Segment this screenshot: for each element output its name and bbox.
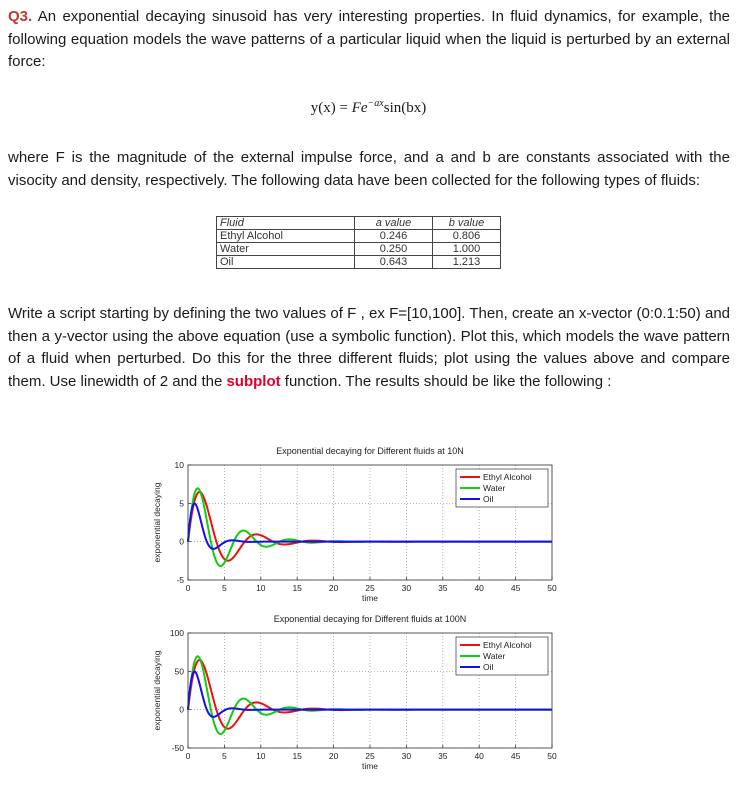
y-tick-label: 0 <box>179 536 184 547</box>
x-tick-label: 35 <box>438 583 448 593</box>
table-cell: 1.213 <box>433 256 501 269</box>
chart-title: Exponential decaying for Different fluids at 100N <box>273 614 467 624</box>
y-axis-label: exponential decaying <box>152 650 162 731</box>
table-cell: 0.806 <box>433 230 501 243</box>
x-tick-label: 40 <box>474 583 484 593</box>
subplot-panel <box>152 446 557 603</box>
x-tick-label: 45 <box>510 751 521 761</box>
legend-entry: Water <box>483 483 506 493</box>
y-tick-label: 50 <box>174 666 184 677</box>
x-tick-label: 5 <box>222 751 227 761</box>
x-tick-label: 10 <box>256 583 266 593</box>
table-header: Fluid <box>217 217 355 230</box>
legend-entry: Oil <box>483 662 494 672</box>
question-intro <box>8 6 730 74</box>
x-tick-label: 0 <box>185 583 191 593</box>
x-tick-label: 5 <box>222 583 227 593</box>
x-axis-label: time <box>361 593 379 603</box>
x-tick-label: 25 <box>365 751 375 761</box>
equation-force: Fe <box>351 100 368 116</box>
table-row <box>217 256 501 269</box>
x-tick-label: 40 <box>474 751 484 761</box>
x-tick-label: 15 <box>292 751 302 761</box>
x-tick-label: 50 <box>547 583 557 593</box>
y-tick-label: 10 <box>174 460 184 470</box>
intro-text: An exponential decaying sinusoid has very interesting properties. In fluid dynamics, for example, the following equation models the wave patterns of a particular liquid when the liquid is perturbed by an external force: <box>8 8 731 70</box>
where-text: where F is the magnitude of the external impulse force, and a and b are constants associated with the visocity and density, respectively. The following data have been collected for the following types of fluids: <box>8 149 730 189</box>
y-axis-label: exponential decaying <box>152 482 162 563</box>
question-label: Q3. <box>8 8 33 25</box>
table-cell: 0.250 <box>355 243 433 256</box>
y-tick-label: 5 <box>179 498 184 509</box>
y-tick-label: -5 <box>176 575 184 585</box>
x-tick-label: 15 <box>292 583 302 593</box>
x-tick-label: 20 <box>328 751 339 761</box>
table-header: b value <box>433 217 501 230</box>
x-tick-label: 45 <box>510 583 521 593</box>
task-text: Write a script starting by defining the two values of F , ex F=[10,100]. Then, create an x-vector (0:0.1:50) and then a y-vector using the above equation (use a symbolic function). Plot this, which models the wave pattern of a fluid when perturbed. Do this for the three different fluids; plot using the values above and compare them. Use linewidth of 2 and the subplot function. The results should be like the following : <box>8 305 730 390</box>
legend-entry: Water <box>483 651 506 661</box>
table-header: a value <box>355 217 433 230</box>
chart-title: Exponential decaying for Different fluids at 10N <box>276 446 464 456</box>
legend-entry: Ethyl Alcohol <box>483 472 532 482</box>
x-tick-label: 30 <box>401 751 412 761</box>
x-axis-label: time <box>361 761 379 771</box>
subplot-keyword: subplot <box>226 372 281 390</box>
y-tick-label: 100 <box>169 628 184 638</box>
table-row <box>217 243 501 256</box>
equation-exponent: −ax <box>367 98 384 109</box>
x-tick-label: 10 <box>256 751 266 761</box>
table-cell: Ethyl Alcohol <box>217 230 355 243</box>
y-tick-label: 0 <box>179 704 184 715</box>
x-tick-label: 0 <box>185 751 191 761</box>
table-cell: 0.643 <box>355 256 433 269</box>
subplot-figure <box>150 440 590 790</box>
table-cell: Water <box>217 243 355 256</box>
x-tick-label: 30 <box>401 583 412 593</box>
legend-entry: Ethyl Alcohol <box>483 640 532 650</box>
table-cell: 1.000 <box>433 243 501 256</box>
table-header-row <box>217 217 501 230</box>
x-tick-label: 20 <box>328 583 339 593</box>
fluid-table <box>216 216 501 269</box>
table-cell: 0.246 <box>355 230 433 243</box>
x-tick-label: 50 <box>547 751 557 761</box>
equation: $y(x) = Fe^{-ax}\sin(bx)$ <box>310 98 427 116</box>
table-row <box>217 230 501 243</box>
x-tick-label: 35 <box>438 751 448 761</box>
legend-entry: Oil <box>483 494 494 504</box>
y-tick-label: -50 <box>171 743 184 753</box>
subplot-panel <box>152 614 557 771</box>
table-cell: Oil <box>217 256 355 269</box>
x-tick-label: 25 <box>365 583 375 593</box>
